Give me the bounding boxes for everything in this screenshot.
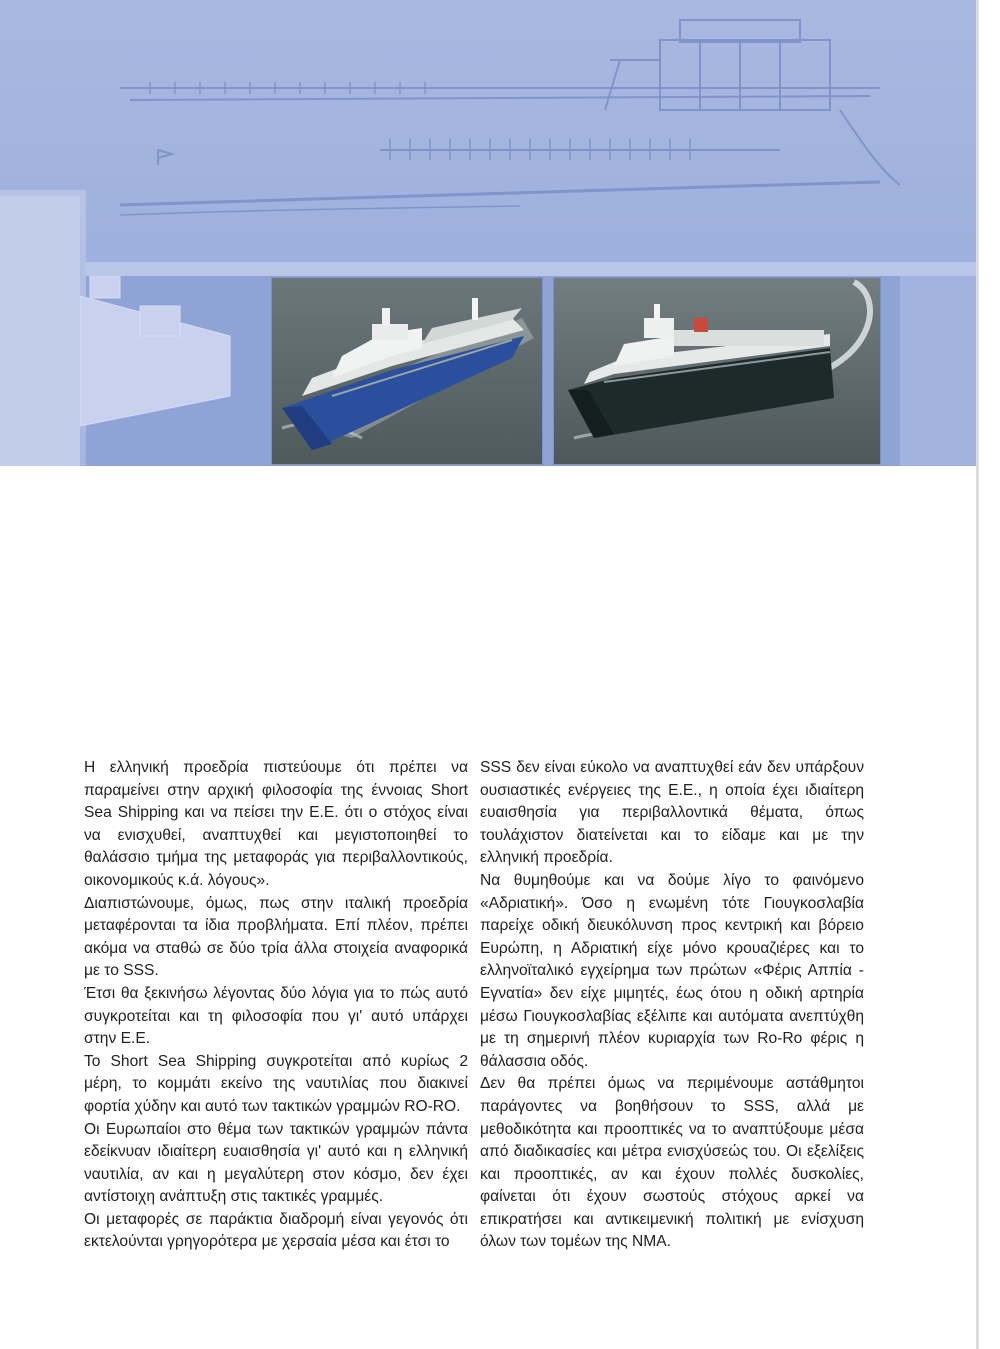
paragraph: Η ελληνική προεδρία πιστεύουμε ότι πρέπει να παραμείνει στην αρχική φιλοσοφία της έννοιας Short Sea Shipping και να πείσει την Ε.Ε. ότι ο στόχος είναι να ενισχυθεί, αναπτυχθεί και μεγιστοποιηθεί το θαλάσσιο τμήμα της μεταφοράς για περιβαλλοντικούς, οικονομικούς κ.ά. λόγους». <box>84 759 468 889</box>
paragraph: To Short Sea Shipping συγκροτείται από κυρίως 2 μέρη, το κομμάτι εκείνο της ναυτιλίας που διακινεί φορτία χύδην και αυτό των τακτικών γραμμών RO-RO. <box>84 1052 468 1115</box>
banner-right-panel <box>900 276 976 466</box>
ro-ro-ferry-blue-hull-photo <box>272 278 542 464</box>
paragraph: Οι Ευρωπαίοι στο θέμα των τακτικών γραμμών πάντα εδείκνυαν ιδιαίτερη ευαισθησία γι' αυτό και η ελληνική ναυτιλία, αν και η μεγαλύτερη στον κόσμο, δεν έχει αντίστοιχη ανάπτυξη στις τακτικές γραμμές. <box>84 1120 468 1206</box>
paragraph: Έτσι θα ξεκινήσω λέγοντας δύο λόγια για το πώς αυτό συγκροτείται και τη φιλοσοφία που γι' αυτό υπάρχει στην Ε.Ε. <box>84 984 468 1048</box>
ship-blueprint-illustration <box>0 0 976 262</box>
paragraph: SSS δεν είναι εύκολο να αναπτυχθεί εάν δεν υπάρξουν ουσιαστικές ενέργειες της Ε.Ε., η οποία έχει ιδιαίτερη ευαισθησία για περιβαλλοντικά θέματα, όπως τουλάχιστον διατείνεται και το είδαμε και με την ελληνική προεδρία. <box>480 759 864 867</box>
paragraph: Δεν θα πρέπει όμως να περιμένουμε αστάθμητοι παράγοντες να βοηθήσουν το SSS, αλλά με μεθοδικότητα και προοπτικές να το αναπτύξουμε μέσα από διαδικασίες και μέτρα ενισχύσεώς του. Οι εξελίξεις και προοπτικές, αν και έχουν πολλές δυσκολίες, φαίνεται ότι έχουν σωστούς στόχους αρκεί να επικρατήσει και αντικειμενική πολιτική με ενίσχυση όλων των τομέων της ΝΜΑ. <box>480 1075 864 1251</box>
paragraph: Διαπιστώνουμε, όμως, πως στην ιταλική προεδρία μεταφέρονται τα ίδια προβλήματα. Επί πλέον, πρέπει ακόμα να σταθώ σε δύο τρία άλλα στοιχεία αναφορικά με το SSS. <box>84 894 468 980</box>
article-left-column <box>84 757 468 1254</box>
ship-silhouette-illustration <box>80 276 240 466</box>
banner-divider-band <box>85 262 976 276</box>
page-edge <box>976 0 979 1349</box>
header-banner <box>0 0 976 466</box>
paragraph: Να θυμηθούμε και να δούμε λίγο το φαινόμενο «Αδριατική». Όσο η ενωμένη τότε Γιουγκοσλαβία παρείχε οδική διευκόλυνση προς κεντρική και βόρειο Ευρώπη, η Αδριατική είχε μόνο κρουαζιέρες και το ελληνοϊταλικό εγχείρημα των πρώτων «Φέρις Αππία - Εγνατία» δεν είχε μιμητές, έως ότου η οδική αρτηρία μέσω Γιουγκοσλαβίας εξέλιπε και αυτόματα ανεπτύχθη με τη σημερινή πλέον κυριαρχία των Ro-Ro φέρις η θάλασσια οδός. <box>480 871 864 1070</box>
paragraph: Οι μεταφορές σε παράκτια διαδρομή είναι γεγονός ότι εκτελούνται γρηγορότερα με χερσαία μέσα και έτσι το <box>84 1210 468 1251</box>
article-right-column <box>480 757 864 1254</box>
ro-ro-ferry-dark-hull-photo <box>554 278 880 464</box>
